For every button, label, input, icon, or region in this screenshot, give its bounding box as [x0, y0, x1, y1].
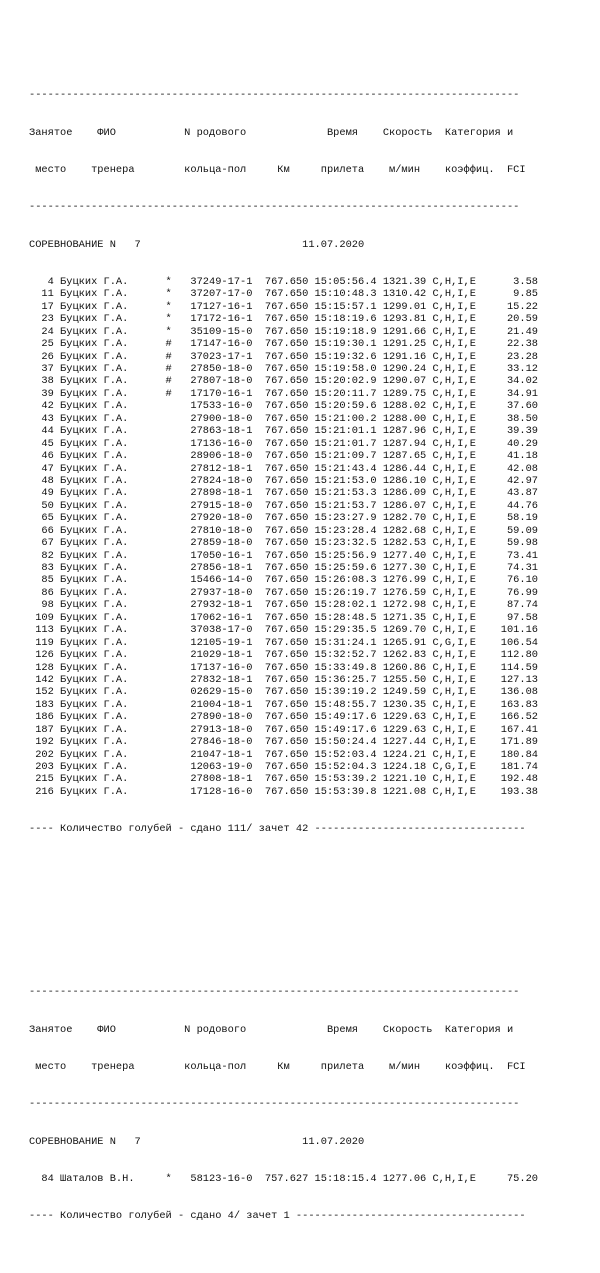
result-row: 17 Буцких Г.А. * 17127-16-1 767.650 15:15:57.1 1299.01 С,Н,I,Е 15.22	[29, 300, 538, 313]
result-row: 47 Буцких Г.А. 27812-18-1 767.650 15:21:43.4 1286.44 С,Н,I,Е 42.08	[29, 462, 538, 475]
result-row: 25 Буцких Г.А. # 17147-16-0 767.650 15:19:30.1 1291.25 С,Н,I,Е 22.38	[29, 338, 538, 351]
pigeon-count-footer: ---- Количество голубей - сдано 4/ зачет 1 -------------------------------------	[29, 1210, 526, 1223]
result-row: 4 Буцких Г.А. * 37249-17-1 767.650 15:05:56.4 1321.39 С,Н,I,Е 3.58	[29, 275, 538, 288]
result-row: 83 Буцких Г.А. 27856-18-1 767.650 15:25:59.6 1277.30 С,Н,I,Е 74.31	[29, 562, 538, 575]
result-row: 44 Буцких Г.А. 27863-18-1 767.650 15:21:01.1 1287.96 С,Н,I,Е 39.39	[29, 425, 538, 438]
result-rows	[29, 1173, 589, 1185]
result-row: 192 Буцких Г.А. 27846-18-0 767.650 15:50:24.4 1227.44 С,Н,I,Е 171.89	[29, 736, 538, 749]
result-row: 39 Буцких Г.А. # 17170-16-1 767.650 15:20:11.7 1289.75 С,Н,I,Е 34.91	[29, 387, 538, 400]
result-row: 37 Буцких Г.А. # 27850-18-0 767.650 15:19:58.0 1290.24 С,Н,I,Е 33.12	[29, 363, 538, 376]
result-row: 98 Буцких Г.А. 27932-18-1 767.650 15:28:02.1 1272.98 С,Н,I,Е 87.74	[29, 599, 538, 612]
result-row: 152 Буцких Г.А. 02629-15-0 767.650 15:39:19.2 1249.59 С,Н,I,Е 136.08	[29, 686, 538, 699]
result-row: 42 Буцких Г.А. 17533-16-0 767.650 15:20:59.6 1288.02 С,Н,I,Е 37.60	[29, 400, 538, 413]
result-row: 67 Буцких Г.А. 27859-18-0 767.650 15:23:32.5 1282.53 С,Н,I,Е 59.98	[29, 537, 538, 550]
result-row: 126 Буцких Г.А. 21029-18-1 767.650 15:32:52.7 1262.83 С,Н,I,Е 112.80	[29, 649, 538, 662]
result-row: 48 Буцких Г.А. 27824-18-0 767.650 15:21:53.0 1286.10 С,Н,I,Е 42.97	[29, 474, 538, 487]
result-row: 23 Буцких Г.А. * 17172-16-1 767.650 15:18:19.6 1293.81 С,Н,I,Е 20.59	[29, 313, 538, 326]
result-rows	[29, 276, 589, 798]
result-row: 49 Буцких Г.А. 27898-18-1 767.650 15:21:53.3 1286.09 С,Н,I,Е 43.87	[29, 487, 538, 500]
result-row: 113 Буцких Г.А. 37038-17-0 767.650 15:29:35.5 1269.70 С,Н,I,Е 101.16	[29, 624, 538, 637]
pigeon-count-footer: ---- Количество голубей - сдано 111/ зачет 42 ----------------------------------	[29, 823, 526, 836]
header-line-1: Занятое ФИО N родового Время Скорость Категория и	[29, 126, 514, 139]
result-row: 11 Буцких Г.А. * 37207-17-0 767.650 15:10:48.3 1310.42 С,Н,I,Е 9.85	[29, 288, 538, 301]
rule-mid: -------------------------------------------------------------------------------	[29, 201, 520, 214]
section-gap	[29, 898, 589, 924]
result-row: 202 Буцких Г.А. 21047-18-1 767.650 15:52:03.4 1224.21 С,Н,I,Е 180.84	[29, 748, 538, 761]
rule-top: -------------------------------------------------------------------------------	[29, 89, 520, 102]
results-page	[29, 27, 589, 1273]
header-line-2: место тренера кольца-пол Км прилета м/мин коэффиц. FCI	[29, 163, 526, 176]
result-row: 183 Буцких Г.А. 21004-18-1 767.650 15:48:55.7 1230.35 С,Н,I,Е 163.83	[29, 698, 538, 711]
result-row: 26 Буцких Г.А. # 37023-17-1 767.650 15:19:32.6 1291.16 С,Н,I,Е 23.28	[29, 350, 538, 363]
rule-mid: -------------------------------------------------------------------------------	[29, 1098, 520, 1111]
result-row: 216 Буцких Г.А. 17128-16-0 767.650 15:53:39.8 1221.08 С,Н,I,Е 193.38	[29, 785, 538, 798]
competition-heading: СОРЕВНОВАНИЕ N 7 11.07.2020	[29, 1135, 365, 1148]
result-row: 50 Буцких Г.А. 27915-18-0 767.650 15:21:53.7 1286.07 С,Н,I,Е 44.76	[29, 499, 538, 512]
result-row: 84 Шаталов В.Н. * 58123-16-0 757.627 15:18:15.4 1277.06 С,Н,I,Е 75.20	[29, 1172, 538, 1185]
result-row: 43 Буцких Г.А. 27900-18-0 767.650 15:21:00.2 1288.00 С,Н,I,Е 38.50	[29, 412, 538, 425]
results-table-2	[29, 961, 589, 1247]
result-row: 119 Буцких Г.А. 12105-19-1 767.650 15:31:24.1 1265.91 С,G,I,Е 106.54	[29, 636, 538, 649]
result-row: 38 Буцких Г.А. # 27807-18-0 767.650 15:20:02.9 1290.07 С,Н,I,Е 34.02	[29, 375, 538, 388]
result-row: 24 Буцких Г.А. * 35109-15-0 767.650 15:19:18.9 1291.66 С,Н,I,Е 21.49	[29, 325, 538, 338]
result-row: 85 Буцких Г.А. 15466-14-0 767.650 15:26:08.3 1276.99 С,Н,I,Е 76.10	[29, 574, 538, 587]
result-row: 82 Буцких Г.А. 17050-16-1 767.650 15:25:56.9 1277.40 С,Н,I,Е 73.41	[29, 549, 538, 562]
result-row: 203 Буцких Г.А. 12063-19-0 767.650 15:52:04.3 1224.18 С,G,I,Е 181.74	[29, 761, 538, 774]
competition-heading: СОРЕВНОВАНИЕ N 7 11.07.2020	[29, 238, 365, 251]
results-table-1	[29, 64, 589, 860]
result-row: 109 Буцких Г.А. 17062-16-1 767.650 15:28:48.5 1271.35 С,Н,I,Е 97.58	[29, 611, 538, 624]
header-line-1: Занятое ФИО N родового Время Скорость Категория и	[29, 1023, 514, 1036]
result-row: 65 Буцких Г.А. 27920-18-0 767.650 15:23:27.9 1282.70 С,Н,I,Е 58.19	[29, 512, 538, 525]
result-row: 142 Буцких Г.А. 27832-18-1 767.650 15:36:25.7 1255.50 С,Н,I,Е 127.13	[29, 673, 538, 686]
result-row: 215 Буцких Г.А. 27808-18-1 767.650 15:53:39.2 1221.10 С,Н,I,Е 192.48	[29, 773, 538, 786]
rule-top: -------------------------------------------------------------------------------	[29, 986, 520, 999]
header-line-2: место тренера кольца-пол Км прилета м/мин коэффиц. FCI	[29, 1060, 526, 1073]
result-row: 86 Буцких Г.А. 27937-18-0 767.650 15:26:19.7 1276.59 С,Н,I,Е 76.99	[29, 586, 538, 599]
result-row: 66 Буцких Г.А. 27810-18-0 767.650 15:23:28.4 1282.68 С,Н,I,Е 59.09	[29, 524, 538, 537]
result-row: 186 Буцких Г.А. 27890-18-0 767.650 15:49:17.6 1229.63 С,Н,I,Е 166.52	[29, 711, 538, 724]
result-row: 187 Буцких Г.А. 27913-18-0 767.650 15:49:17.6 1229.63 С,Н,I,Е 167.41	[29, 723, 538, 736]
result-row: 46 Буцких Г.А. 28906-18-0 767.650 15:21:09.7 1287.65 С,Н,I,Е 41.18	[29, 450, 538, 463]
result-row: 45 Буцких Г.А. 17136-16-0 767.650 15:21:01.7 1287.94 С,Н,I,Е 40.29	[29, 437, 538, 450]
result-row: 128 Буцких Г.А. 17137-16-0 767.650 15:33:49.8 1260.86 С,Н,I,Е 114.59	[29, 661, 538, 674]
